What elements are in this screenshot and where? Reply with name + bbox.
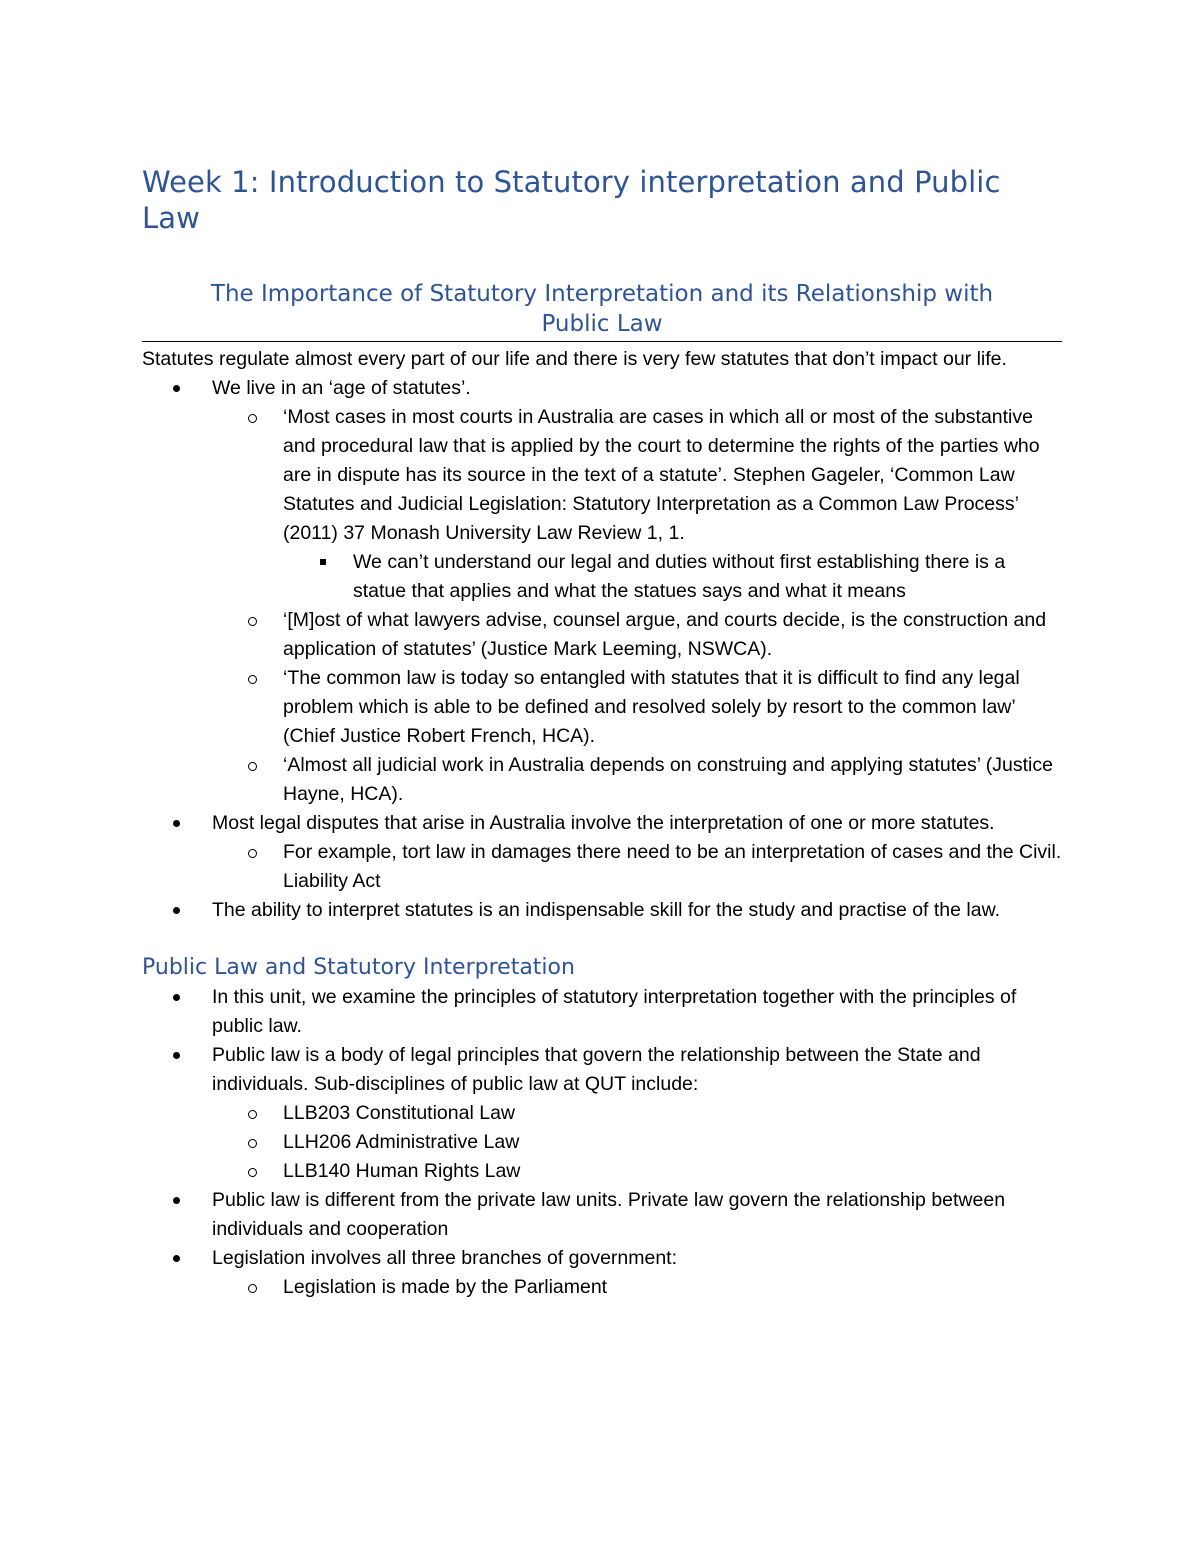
intro-paragraph: Statutes regulate almost every part of our life and there is very few statutes that don’t impact our life. (142, 348, 1007, 370)
list-item-text: Most legal disputes that arise in Australia involve the interpretation of one or more statutes. (212, 812, 995, 834)
list-item (212, 664, 1062, 751)
list-item (212, 1099, 1062, 1128)
sub-list (212, 1099, 1062, 1186)
list-item-text: ‘The common law is today so entangled with statutes that it is difficult to find any legal problem which is able to be defined and resolved solely by resort to the common law’ (Chief Justice Robert French, HCA). (283, 667, 1020, 747)
list-item-text: Legislation involves all three branches of government: (212, 1247, 678, 1269)
bullet-icon (173, 385, 180, 392)
bullet-icon (173, 1197, 180, 1204)
list-item-text: We can’t understand our legal and duties without first establishing there is a statue that applies and what the statues says and what it means (353, 551, 1006, 602)
circle-bullet-icon (248, 675, 257, 684)
section-heading: Public Law and Statutory Interpretation (142, 955, 575, 980)
list-item (142, 374, 1062, 809)
circle-bullet-icon (248, 849, 257, 858)
bullet-icon (173, 994, 180, 1001)
list-item-text: LLB140 Human Rights Law (283, 1160, 521, 1182)
bullet-icon (173, 1255, 180, 1262)
circle-bullet-icon (248, 1110, 257, 1119)
circle-bullet-icon (248, 762, 257, 771)
square-bullet-icon (320, 559, 326, 565)
circle-bullet-icon (248, 1139, 257, 1148)
list-item-text: ‘[M]ost of what lawyers advise, counsel argue, and courts decide, is the construction and application of statutes’ (Justice Mark Leeming, NSWCA). (283, 609, 1047, 660)
list-item (212, 1128, 1062, 1157)
subtitle-line-1: The Importance of Statutory Interpretation and its Relationship with (210, 281, 994, 307)
list-item (212, 751, 1062, 809)
list-item-text: Legislation is made by the Parliament (283, 1276, 608, 1298)
bullet-list-2 (142, 983, 1062, 1302)
bullet-icon (173, 1052, 180, 1059)
bullet-list-1 (142, 374, 1062, 925)
list-item (142, 1041, 1062, 1186)
list-item (142, 809, 1062, 896)
circle-bullet-icon (248, 414, 257, 423)
sub-list (212, 403, 1062, 809)
list-item-text: LLH206 Administrative Law (283, 1131, 520, 1153)
list-item-text: ‘Most cases in most courts in Australia are cases in which all or most of the substantive and procedural law that is applied by the court to determine the rights of the parties who are in dispute has its source in the text of a statute’. Stephen Gageler, ‘Common Law Statutes and Judicial Legislation: Statutory Interpretation as a Common Law Process’ (2011) 37 Monash University Law Review 1, 1. (283, 406, 1040, 544)
circle-bullet-icon (248, 1168, 257, 1177)
list-item-text: The ability to interpret statutes is an indispensable skill for the study and practise of the law. (212, 899, 1001, 921)
list-item (142, 1244, 1062, 1302)
circle-bullet-icon (248, 1284, 257, 1293)
sub-list (212, 1273, 1062, 1302)
circle-bullet-icon (248, 617, 257, 626)
document-page (142, 160, 1062, 1302)
list-item-text: We live in an ‘age of statutes’. (212, 377, 471, 399)
list-item-text: In this unit, we examine the principles of statutory interpretation together with the principles of public law. (212, 986, 1017, 1037)
list-item-text: LLB203 Constitutional Law (283, 1102, 515, 1124)
bullet-icon (173, 820, 180, 827)
list-item (212, 838, 1062, 896)
list-item (142, 896, 1062, 925)
subtitle-line-2: Public Law (541, 311, 663, 337)
page-title: Week 1: Introduction to Statutory interpretation and Public Law (142, 165, 1001, 235)
sub-list (212, 838, 1062, 896)
list-item (212, 606, 1062, 664)
list-item-text: ‘Almost all judicial work in Australia depends on construing and applying statutes’ (Justice Hayne, HCA). (283, 754, 1053, 805)
list-item-text: Public law is different from the private law units. Private law govern the relationship between individuals and cooperation (212, 1189, 1006, 1240)
list-item-text: For example, tort law in damages there need to be an interpretation of cases and the Civil. Liability Act (283, 841, 1062, 892)
list-item (142, 983, 1062, 1041)
section-subtitle (142, 279, 1062, 342)
list-item (212, 1273, 1062, 1302)
list-item (283, 548, 1062, 606)
list-item-text: Public law is a body of legal principles that govern the relationship between the State and individuals. Sub-disciplines of public law at QUT include: (212, 1044, 981, 1095)
bullet-icon (173, 907, 180, 914)
sub-sub-list (283, 548, 1062, 606)
list-item (212, 1157, 1062, 1186)
list-item (212, 403, 1062, 606)
list-item (142, 1186, 1062, 1244)
